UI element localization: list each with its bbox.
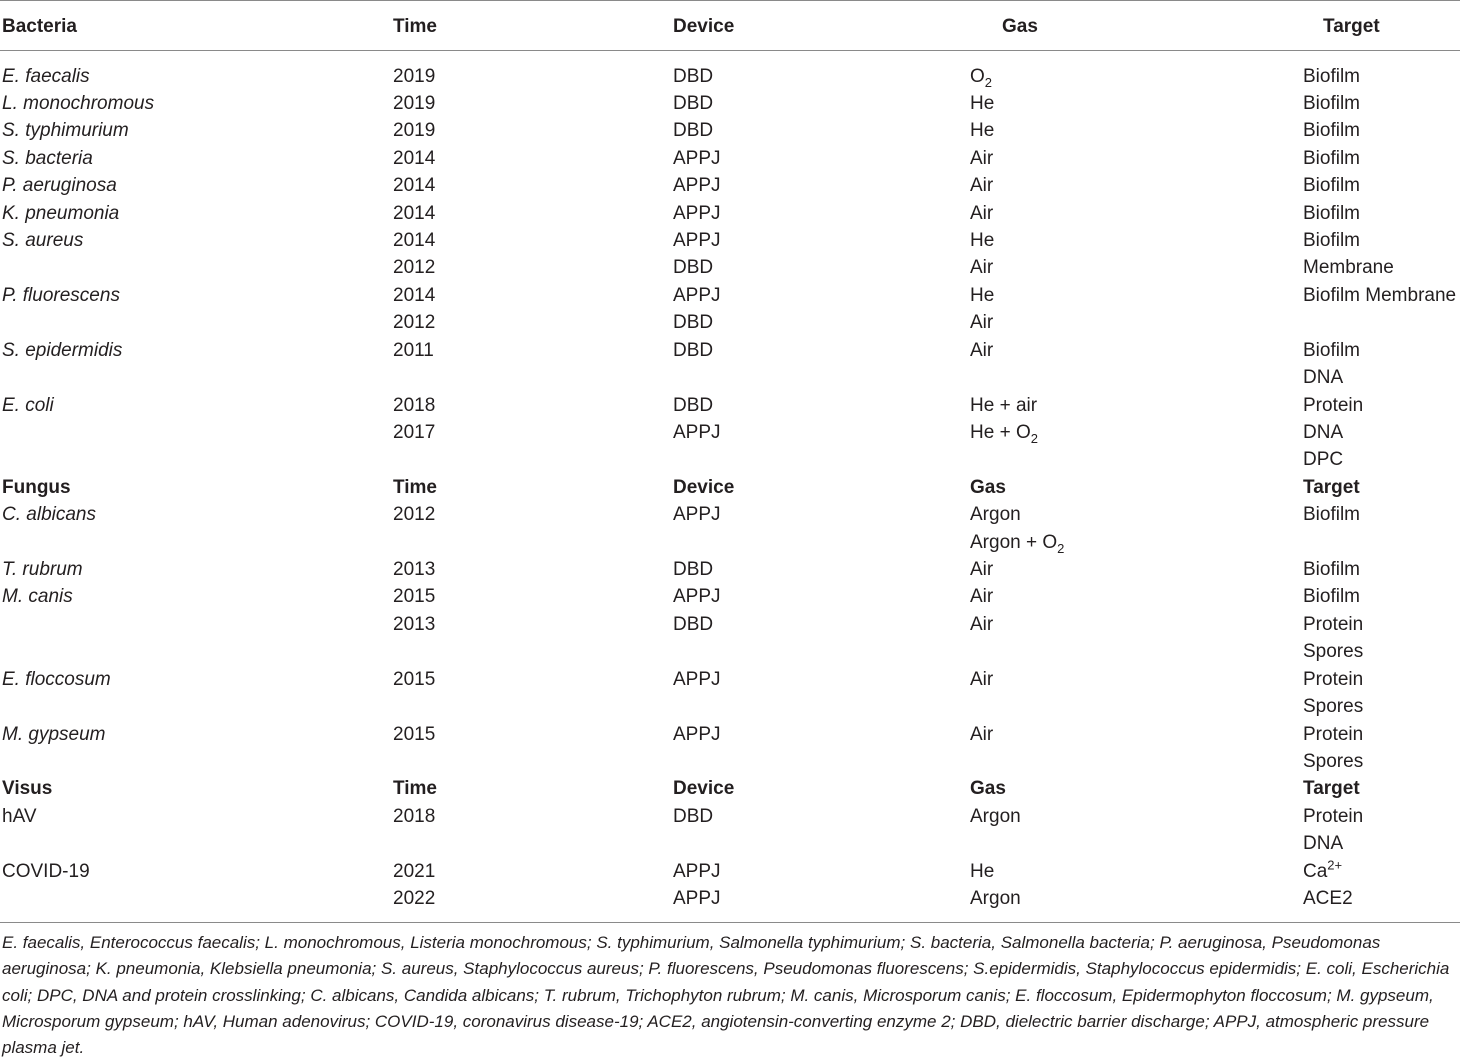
cell-target-text: Biofilm xyxy=(1303,120,1361,142)
cell-time-text: 2015 xyxy=(393,586,436,608)
cell-name xyxy=(2,90,154,117)
cell-name-text: S. bacteria xyxy=(2,147,93,169)
cell-target-text: Spores xyxy=(1303,751,1364,772)
cell-target-text: Ca xyxy=(1303,860,1328,882)
cell-device-text: DBD xyxy=(673,65,714,87)
table-row xyxy=(0,803,1460,830)
cell-name-text: M. gypseum xyxy=(2,723,106,745)
cell-device-text: APPJ xyxy=(673,860,721,882)
cell-name-text: S. typhimurium xyxy=(2,120,129,142)
header-device: Device xyxy=(673,476,735,498)
cell-name-text: E. coli xyxy=(2,394,54,416)
cell-name-text: S. aureus xyxy=(2,230,84,252)
table-row xyxy=(0,309,1460,336)
cell-device-text: DBD xyxy=(673,559,714,581)
cell-device xyxy=(673,721,721,748)
cell-device-text: DBD xyxy=(673,120,714,142)
cell-gas-text: Air xyxy=(970,586,994,608)
table-row xyxy=(0,63,1460,90)
cell-gas xyxy=(970,392,1037,419)
cell-gas-text: Air xyxy=(970,147,994,169)
cell-target xyxy=(1303,63,1360,90)
cell-gas xyxy=(970,419,1038,446)
cell-gas xyxy=(970,309,993,336)
cell-device-text: APPJ xyxy=(673,175,721,197)
cell-time xyxy=(393,254,435,281)
cell-time-text: 2013 xyxy=(393,613,436,635)
cell-time xyxy=(393,63,435,90)
cell-time xyxy=(393,309,435,336)
cell-name xyxy=(2,145,93,172)
cell-gas xyxy=(970,858,994,885)
cell-gas-text: Argon xyxy=(970,504,1021,526)
table-row xyxy=(0,638,1460,665)
cell-time xyxy=(393,227,435,254)
cell-device-text: DBD xyxy=(673,394,714,416)
section-header-row xyxy=(0,775,1460,802)
cell-name xyxy=(2,721,105,748)
cell-target xyxy=(1303,392,1363,419)
cell-time xyxy=(393,858,435,885)
table-bottom-rule xyxy=(0,922,1460,923)
cell-target-text: Biofilm xyxy=(1303,339,1361,361)
cell-target-text: ACE2 xyxy=(1303,888,1353,910)
cell-device-text: APPJ xyxy=(673,586,721,608)
cell-name-text: C. albicans xyxy=(2,504,96,526)
cell-target-text: Protein xyxy=(1303,668,1364,690)
header-gas: Gas xyxy=(970,778,1006,800)
cell-name xyxy=(2,117,129,144)
cell-device-text: APPJ xyxy=(673,668,721,690)
cell-device xyxy=(673,200,721,227)
cell-target xyxy=(1303,227,1360,254)
cell-device xyxy=(673,666,721,693)
cell-time xyxy=(393,117,435,144)
cell-target xyxy=(1303,200,1360,227)
cell-time-text: 2012 xyxy=(393,257,436,279)
cell-gas xyxy=(970,282,994,309)
cell-target xyxy=(1303,117,1360,144)
cell-gas xyxy=(970,885,1021,912)
cell-device xyxy=(673,63,713,90)
cell-time-text: 2021 xyxy=(393,860,436,882)
cell-time-text: 2014 xyxy=(393,175,436,197)
table-row xyxy=(0,748,1460,775)
cell-device xyxy=(673,145,721,172)
cell-gas-text: He + air xyxy=(970,394,1038,416)
cell-gas-text: Argon xyxy=(970,805,1021,827)
cell-name-text: P. fluorescens xyxy=(2,284,120,306)
table-row xyxy=(0,337,1460,364)
header-gas: Gas xyxy=(1002,15,1038,37)
cell-target-text: Protein xyxy=(1303,805,1364,827)
table-row xyxy=(0,858,1460,885)
cell-gas xyxy=(970,721,993,748)
cell-name xyxy=(2,172,117,199)
table-row xyxy=(0,721,1460,748)
cell-time xyxy=(393,392,435,419)
cell-time-text: 2014 xyxy=(393,147,436,169)
cell-time xyxy=(393,90,435,117)
cell-device xyxy=(673,419,721,446)
table-row xyxy=(0,172,1460,199)
cell-target xyxy=(1303,145,1360,172)
cell-target xyxy=(1303,90,1360,117)
cell-device-text: DBD xyxy=(673,92,714,114)
cell-gas-text: Air xyxy=(970,202,994,224)
cell-time-text: 2015 xyxy=(393,668,436,690)
cell-time-text: 2018 xyxy=(393,394,436,416)
cell-target-text: Protein xyxy=(1303,613,1364,635)
cell-target xyxy=(1303,885,1353,912)
cell-device-text: APPJ xyxy=(673,888,721,910)
cell-gas-text: He xyxy=(970,230,995,252)
cell-gas-text: O xyxy=(970,65,985,87)
cell-time xyxy=(393,419,435,446)
cell-device-text: APPJ xyxy=(673,504,721,526)
table-row xyxy=(0,117,1460,144)
cell-name-text: M. canis xyxy=(2,586,73,608)
cell-gas xyxy=(970,200,993,227)
cell-gas xyxy=(970,583,993,610)
cell-device xyxy=(673,309,713,336)
cell-time-text: 2011 xyxy=(393,339,434,361)
table-row xyxy=(0,611,1460,638)
cell-time xyxy=(393,556,435,583)
cell-name xyxy=(2,337,122,364)
cell-name-text: E. faecalis xyxy=(2,65,90,87)
cell-target-text: Protein xyxy=(1303,723,1364,745)
cell-device xyxy=(673,392,713,419)
cell-target-text: Biofilm xyxy=(1303,147,1361,169)
table-row xyxy=(0,583,1460,610)
cell-name xyxy=(2,858,90,885)
cell-device xyxy=(673,885,721,912)
cell-device-text: DBD xyxy=(673,613,714,635)
cell-name xyxy=(2,227,83,254)
header-name: Bacteria xyxy=(2,15,77,37)
cell-device-text: APPJ xyxy=(673,421,721,443)
cell-device-text: APPJ xyxy=(673,230,721,252)
cell-name xyxy=(2,282,120,309)
cell-gas xyxy=(970,556,993,583)
cell-name-text: hAV xyxy=(2,805,37,827)
header-target: Target xyxy=(1323,15,1380,37)
table-row xyxy=(0,392,1460,419)
cell-device xyxy=(673,90,713,117)
cell-target-text: Spores xyxy=(1303,641,1364,663)
cell-gas-text: Argon + O xyxy=(970,531,1058,553)
table-row xyxy=(0,501,1460,528)
target-superscript: 2+ xyxy=(1327,857,1343,873)
cell-time xyxy=(393,145,435,172)
cell-device xyxy=(673,803,713,830)
table-row xyxy=(0,419,1460,446)
cell-name xyxy=(2,200,119,227)
cell-target xyxy=(1303,748,1363,775)
cell-time-text: 2012 xyxy=(393,312,436,334)
cell-device xyxy=(673,227,721,254)
cell-target xyxy=(1303,721,1363,748)
header-time: Time xyxy=(393,778,438,800)
cell-target xyxy=(1303,172,1360,199)
header-target: Target xyxy=(1303,476,1360,498)
header-device: Device xyxy=(673,15,735,37)
cell-gas xyxy=(970,529,1064,556)
cell-target-text: Biofilm xyxy=(1303,65,1361,87)
cell-time-text: 2012 xyxy=(393,504,436,526)
cell-target-text: DNA xyxy=(1303,833,1344,855)
cell-name-text: E. floccosum xyxy=(2,668,111,690)
cell-time xyxy=(393,501,435,528)
cell-gas-text: Air xyxy=(970,613,994,635)
cell-name xyxy=(2,803,37,830)
cell-gas xyxy=(970,90,994,117)
cell-name-text: S. epidermidis xyxy=(2,339,123,361)
cell-device xyxy=(673,337,713,364)
cell-name xyxy=(2,666,111,693)
cell-gas-text: Air xyxy=(970,257,994,279)
table-row xyxy=(0,227,1460,254)
table-row xyxy=(0,282,1460,309)
cell-time xyxy=(393,721,435,748)
cell-target-text: DNA xyxy=(1303,367,1344,389)
header-time: Time xyxy=(393,476,438,498)
cell-device xyxy=(673,611,713,638)
cell-gas xyxy=(970,172,993,199)
cell-gas-text: Argon xyxy=(970,888,1021,910)
table-row xyxy=(0,446,1460,473)
cell-time-text: 2018 xyxy=(393,805,436,827)
gas-subscript: 2 xyxy=(984,74,993,90)
cell-target xyxy=(1303,666,1363,693)
cell-gas xyxy=(970,227,994,254)
cell-time xyxy=(393,885,435,912)
cell-device-text: APPJ xyxy=(673,147,721,169)
cell-name-text: P. aeruginosa xyxy=(2,175,117,197)
section-header-row xyxy=(0,474,1460,501)
cell-time-text: 2019 xyxy=(393,120,436,142)
cell-time-text: 2019 xyxy=(393,65,436,87)
table-row xyxy=(0,830,1460,857)
header-name: Fungus xyxy=(2,476,71,498)
cell-gas-text: He xyxy=(970,284,995,306)
cell-gas xyxy=(970,254,993,281)
cell-gas-text: Air xyxy=(970,668,994,690)
cell-target xyxy=(1303,803,1363,830)
cell-target-text: Biofilm xyxy=(1303,230,1361,252)
cell-gas-text: Air xyxy=(970,175,994,197)
table-top-rule xyxy=(0,0,1460,1)
cell-gas-text: Air xyxy=(970,312,994,334)
cell-name-text: L. monochromous xyxy=(2,92,155,114)
cell-target-text: Biofilm xyxy=(1303,92,1361,114)
table-row xyxy=(0,529,1460,556)
cell-time xyxy=(393,172,435,199)
cell-gas xyxy=(970,145,993,172)
cell-gas xyxy=(970,337,993,364)
cell-target xyxy=(1303,556,1360,583)
cell-device xyxy=(673,117,713,144)
cell-target xyxy=(1303,858,1342,885)
cell-device-text: APPJ xyxy=(673,202,721,224)
cell-gas-text: Air xyxy=(970,723,994,745)
cell-target xyxy=(1303,419,1343,446)
table-row xyxy=(0,254,1460,281)
cell-device xyxy=(673,282,721,309)
cell-name xyxy=(2,501,96,528)
table-row xyxy=(0,666,1460,693)
cell-name-text: K. pneumonia xyxy=(2,202,120,224)
table-row xyxy=(0,364,1460,391)
table-footnote: E. faecalis, Enterococcus faecalis; L. monochromous, Listeria monochromous; S. typhimurium, Salmonella typhimurium; S. bacteria, Salmonella bacteria; P. aeruginosa, Pseudomonas aeruginosa; K. pneumonia, Klebsiella pneumonia; S. aureus, Staphylococcus aureus; P. fluorescens, Pseudomonas fluorescens; S.epidermidis, Staphylococcus epidermidis; E. coli, Escherichia coli; DPC, DNA and protein crosslinking; C. albicans, Candida albicans; T. rubrum, Trichophyton rubrum; M. canis, Microsporum canis; E. floccosum, Epidermophyton floccosum; M. gypseum, Microsporum gypseum; hAV, Human adenovirus; COVID-19, coronavirus disease-19; ACE2, angiotensin-converting enzyme 2; DBD, dielectric barrier discharge; APPJ, atmospheric pressure plasma jet. xyxy=(2,933,1450,1058)
cell-target xyxy=(1303,638,1363,665)
table-row xyxy=(0,556,1460,583)
cell-target xyxy=(1303,830,1343,857)
cell-device xyxy=(673,254,713,281)
cell-target-text: DNA xyxy=(1303,421,1344,443)
cell-device xyxy=(673,556,713,583)
cell-gas xyxy=(970,611,993,638)
cell-target-text: Biofilm xyxy=(1303,202,1361,224)
cell-gas xyxy=(970,501,1021,528)
cell-target-text: Spores xyxy=(1303,696,1364,718)
cell-target xyxy=(1303,282,1456,309)
cell-target-text: Protein xyxy=(1303,394,1364,416)
cell-gas-text: He xyxy=(970,92,995,114)
cell-device-text: DBD xyxy=(673,339,714,361)
cell-name-text: COVID-19 xyxy=(2,860,90,882)
cell-target-text: DPC xyxy=(1303,449,1344,471)
cell-gas xyxy=(970,117,994,144)
cell-time-text: 2014 xyxy=(393,230,436,252)
table-header-rule xyxy=(0,50,1460,51)
cell-time xyxy=(393,337,434,364)
cell-target-text: Biofilm Membrane xyxy=(1303,284,1457,306)
cell-target xyxy=(1303,446,1343,473)
cell-gas xyxy=(970,63,992,90)
cell-device-text: APPJ xyxy=(673,284,721,306)
cell-target-text: Biofilm xyxy=(1303,504,1361,526)
header-time: Time xyxy=(393,15,438,37)
cell-device xyxy=(673,501,721,528)
cell-time xyxy=(393,200,435,227)
cell-target xyxy=(1303,501,1360,528)
cell-device xyxy=(673,858,721,885)
cell-target xyxy=(1303,611,1363,638)
cell-time-text: 2015 xyxy=(393,723,436,745)
table-row xyxy=(0,145,1460,172)
cell-time-text: 2022 xyxy=(393,888,436,910)
cell-device-text: DBD xyxy=(673,257,714,279)
cell-gas xyxy=(970,803,1021,830)
cell-device xyxy=(673,172,721,199)
cell-target-text: Biofilm xyxy=(1303,586,1361,608)
cell-gas-text: He xyxy=(970,120,995,142)
cell-target xyxy=(1303,583,1360,610)
section-header-row xyxy=(0,13,1460,40)
cell-time-text: 2013 xyxy=(393,559,436,581)
cell-time-text: 2014 xyxy=(393,202,436,224)
table-row xyxy=(0,90,1460,117)
cell-target xyxy=(1303,364,1343,391)
cell-device-text: DBD xyxy=(673,312,714,334)
cell-gas-text: He + O xyxy=(970,421,1031,443)
cell-name xyxy=(2,63,90,90)
header-device: Device xyxy=(673,778,735,800)
cell-name-text: T. rubrum xyxy=(2,559,83,581)
cell-name xyxy=(2,392,54,419)
table-row xyxy=(0,200,1460,227)
cell-device-text: DBD xyxy=(673,805,714,827)
cell-time-text: 2017 xyxy=(393,421,436,443)
cell-time xyxy=(393,583,435,610)
cell-time-text: 2019 xyxy=(393,92,436,114)
cell-gas-text: Air xyxy=(970,339,994,361)
header-target: Target xyxy=(1303,778,1360,800)
cell-time xyxy=(393,282,435,309)
cell-gas-text: He xyxy=(970,860,995,882)
header-gas: Gas xyxy=(970,476,1006,498)
cell-device-text: APPJ xyxy=(673,723,721,745)
cell-target xyxy=(1303,693,1363,720)
cell-target-text: Biofilm xyxy=(1303,175,1361,197)
cell-target xyxy=(1303,254,1394,281)
cell-name xyxy=(2,556,83,583)
table-row xyxy=(0,885,1460,912)
cell-time xyxy=(393,611,435,638)
cell-target xyxy=(1303,337,1360,364)
cell-name xyxy=(2,583,73,610)
table-row xyxy=(0,693,1460,720)
cell-time xyxy=(393,666,435,693)
cell-target-text: Membrane xyxy=(1303,257,1394,279)
gas-subscript: 2 xyxy=(1057,540,1065,556)
cell-time-text: 2014 xyxy=(393,284,436,306)
cell-time xyxy=(393,803,435,830)
cell-gas-text: Air xyxy=(970,559,994,581)
cell-target-text: Biofilm xyxy=(1303,559,1361,581)
cell-gas xyxy=(970,666,993,693)
cell-device xyxy=(673,583,721,610)
header-name: Visus xyxy=(2,778,53,800)
gas-subscript: 2 xyxy=(1030,430,1038,446)
